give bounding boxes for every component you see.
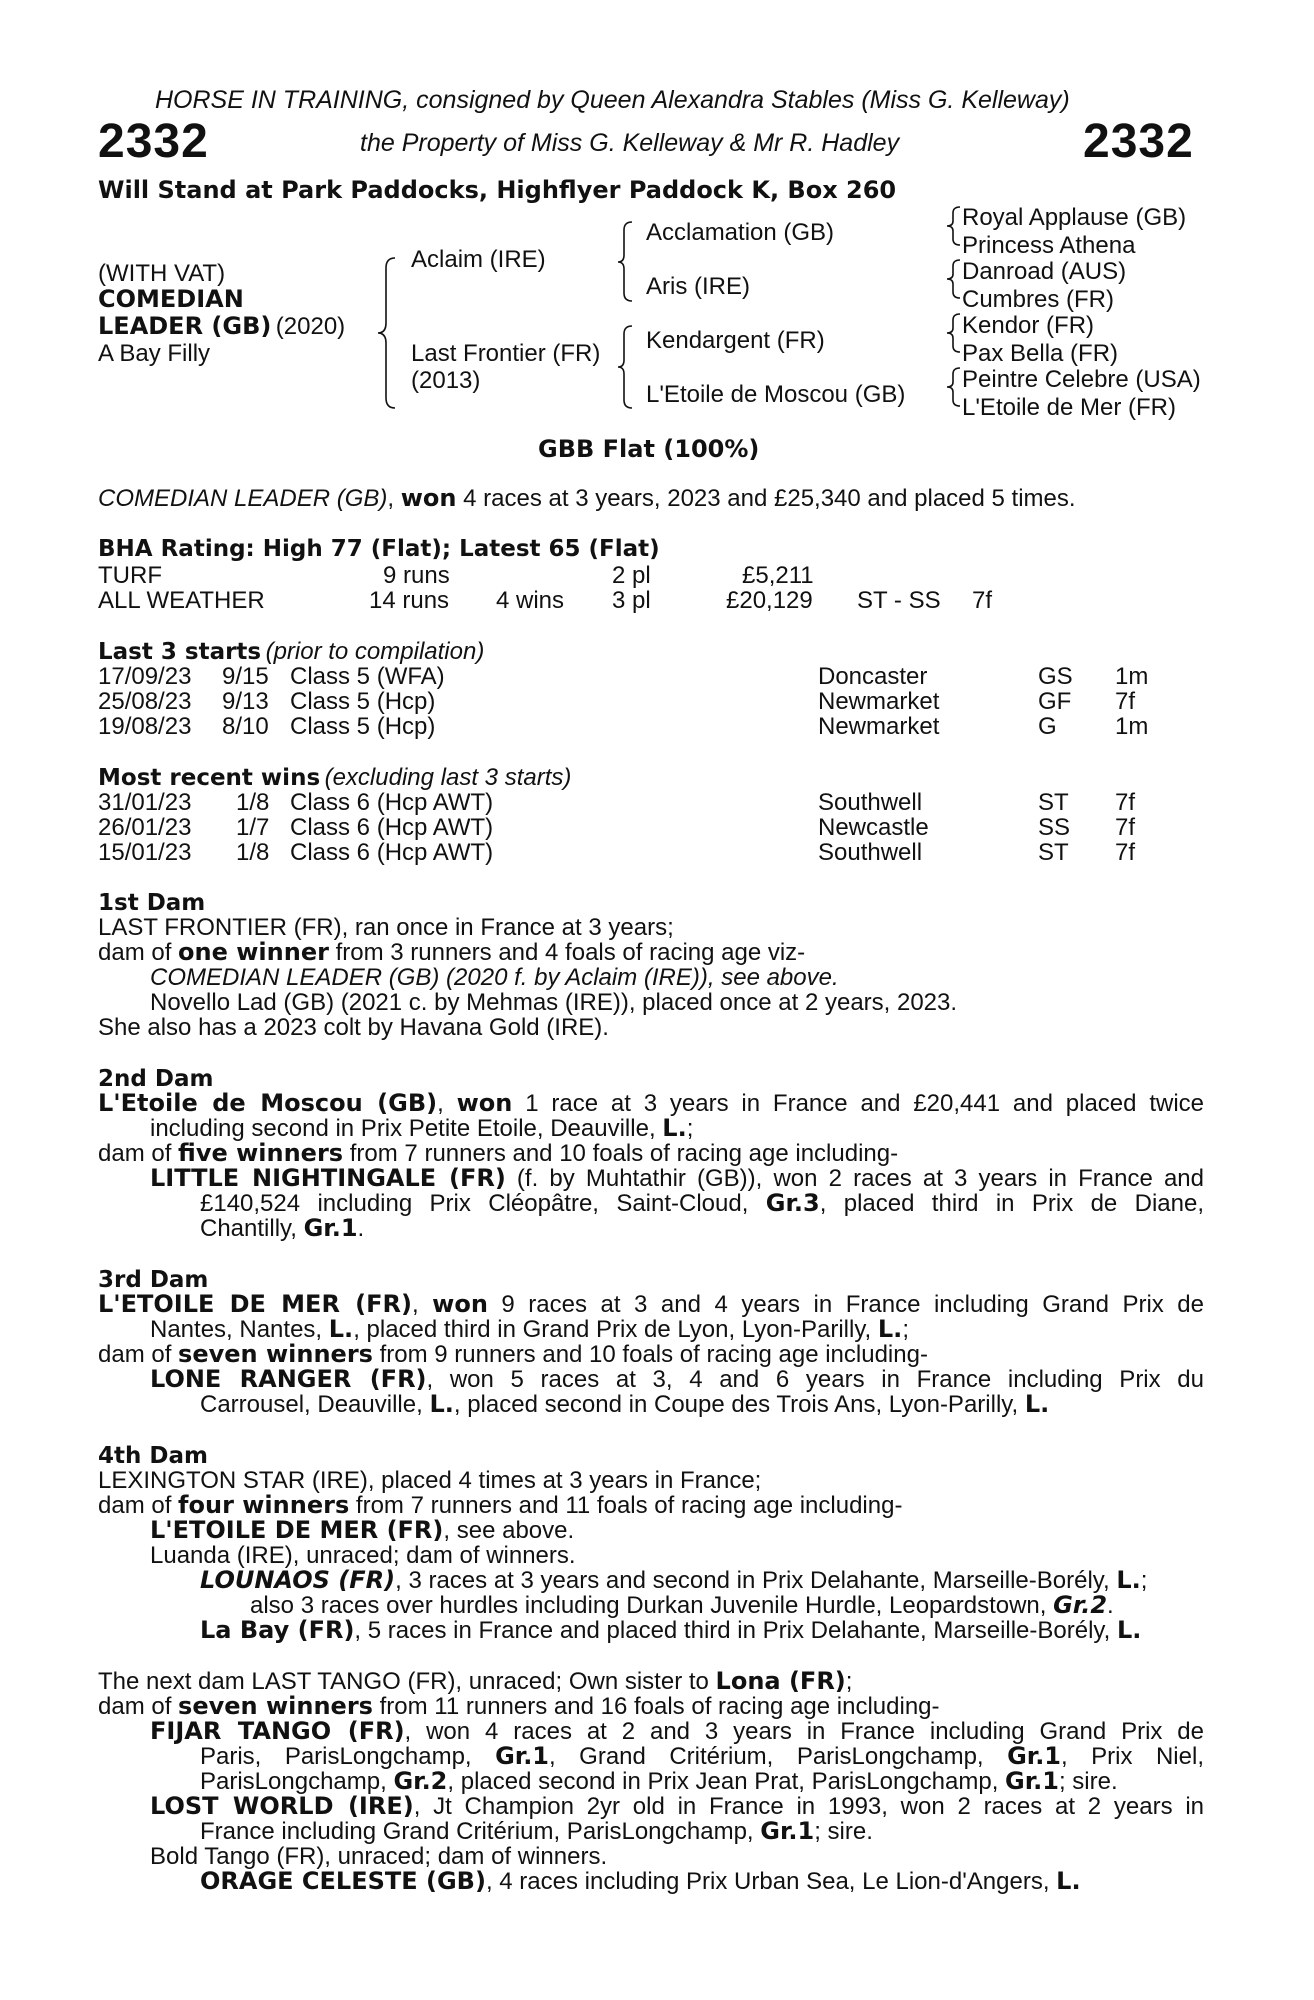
last3-note: (prior to compilation): [265, 638, 485, 665]
text: , Grand Critérium, ParisLongchamp,: [549, 1743, 1008, 1770]
win-course: Newcastle: [818, 814, 929, 841]
start-course: Newmarket: [818, 713, 940, 740]
lot-number-right: 2332: [1083, 115, 1194, 168]
produce-name: ORAGE CELESTE (GB): [200, 1867, 486, 1895]
group: Gr.1: [1005, 1767, 1059, 1795]
text: .: [1107, 1592, 1114, 1619]
winners-count: one winner: [178, 938, 329, 966]
text: , Jt Champion 2yr old in France in 1993, won 2 races at 2 years in: [413, 1793, 1204, 1820]
start-course: Doncaster: [818, 663, 928, 690]
start-going: GF: [1038, 688, 1072, 715]
listed: L.: [1116, 1566, 1141, 1594]
dam2-produce-1-line3: [200, 1216, 364, 1242]
win-class: Class 6 (Hcp AWT): [290, 789, 494, 816]
text: including second in Prix Petite Etoile, Deauville,: [150, 1115, 663, 1142]
text: ;: [845, 1668, 853, 1695]
dam4-line5: [200, 1568, 1147, 1594]
group: Gr.2: [393, 1767, 448, 1795]
text: , see above.: [443, 1517, 575, 1544]
group: Gr.2: [1053, 1591, 1108, 1619]
win-row: [0, 814, 1314, 840]
aw-going: ST - SS: [857, 587, 941, 614]
text: ;: [1140, 1567, 1148, 1594]
text: dam of: [98, 1341, 179, 1368]
next-dam-produce-2: [150, 1794, 1204, 1820]
text: from 7 runners and 11 foals of racing age including-: [349, 1492, 903, 1519]
dam4-line1: LEXINGTON STAR (IRE), placed 4 times at 3 years in France;: [98, 1467, 762, 1494]
dam3-line2: [150, 1317, 909, 1343]
won: won: [456, 1089, 513, 1117]
gen3-6: Pax Bella (FR): [962, 340, 1119, 367]
dam1-title: 1st Dam: [98, 890, 206, 916]
start-dist: 1m: [1115, 713, 1149, 740]
last3-row: [0, 713, 1314, 739]
listed: L.: [328, 1315, 354, 1343]
text: , placed third in Prix de Diane,: [819, 1190, 1205, 1217]
text: from 11 runners and 16 foals of racing age including-: [372, 1693, 940, 1720]
start-class: Class 5 (Hcp): [290, 688, 436, 715]
dam1-produce-1: COMEDIAN LEADER (GB) (2020 f. by Aclaim (IRE)), see above.: [150, 964, 839, 991]
turf-label: TURF: [98, 562, 162, 589]
start-dist: 7f: [1115, 688, 1136, 715]
next-dam-line1: [98, 1669, 852, 1695]
brace-sire: [618, 222, 632, 301]
dam4-line2: [98, 1493, 902, 1519]
text: , placed third in Grand Prix de Lyon, Lyon-Parilly,: [353, 1316, 878, 1343]
turf-row: [0, 562, 1314, 588]
text: (f. by Muhtathir (GB)), won 2 races at 3 years in France and: [505, 1165, 1204, 1192]
dam2-line1: L'Etoile de Moscou (GB), won 1 race at 3 years in France and £20,441 and placed twice: [98, 1089, 1205, 1117]
produce-name: LOUNAOS (FR): [200, 1566, 396, 1594]
listed: L.: [1056, 1867, 1081, 1895]
dam-sire: Kendargent (FR): [646, 327, 825, 354]
dam3-produce-1: [150, 1367, 1204, 1393]
listed: L.: [1116, 1616, 1142, 1644]
next-dam-produce-1-line2: [200, 1744, 1204, 1770]
dam2-produce-1: [150, 1166, 1204, 1192]
horse-year: (2020): [275, 313, 346, 340]
dam4-line4: Luanda (IRE), unraced; dam of winners.: [150, 1542, 576, 1569]
start-pos: 8/10: [222, 713, 269, 740]
text: ; sire.: [814, 1818, 873, 1845]
produce-name: FIJAR TANGO (FR): [150, 1717, 405, 1745]
brace-g3: [947, 314, 960, 352]
dam2-produce-1-line2: [200, 1191, 1204, 1217]
text: , placed second in Prix Jean Prat, ParisLongchamp,: [447, 1768, 1006, 1795]
gen3-7: Peintre Celebre (USA): [962, 366, 1201, 393]
sister-name: Lona (FR): [715, 1667, 846, 1695]
text: dam of: [98, 939, 179, 966]
aw-money: £20,129: [726, 587, 813, 614]
text: 9 races at 3 and 4 years in France including Grand Prix de: [487, 1291, 1205, 1318]
text: from 7 runners and 10 foals of racing age including-: [343, 1140, 899, 1167]
dam-year: (2013): [411, 367, 481, 394]
start-dist: 1m: [1115, 663, 1149, 690]
text: dam of: [98, 1693, 179, 1720]
gen3-4: Cumbres (FR): [962, 286, 1115, 313]
gen3-3: Danroad (AUS): [962, 258, 1127, 285]
group: Gr.1: [760, 1817, 815, 1845]
group: Gr.1: [1007, 1742, 1062, 1770]
text: ;: [686, 1115, 694, 1142]
text: dam of: [98, 1492, 179, 1519]
summary-line: COMEDIAN LEADER (GB), won 4 races at 3 years, 2023 and £25,340 and placed 5 times.: [98, 484, 1076, 512]
dam1-line5: She also has a 2023 colt by Havana Gold (IRE).: [98, 1014, 609, 1041]
summary-name: COMEDIAN LEADER (GB): [98, 485, 388, 512]
win-dist: 7f: [1115, 839, 1136, 866]
produce-name: LONE RANGER (FR): [150, 1365, 427, 1393]
text: £140,524 including Prix Cléopâtre, Saint-Cloud,: [200, 1190, 766, 1217]
listed: L.: [877, 1315, 903, 1343]
turf-runs: 9 runs: [383, 562, 450, 589]
next-dam-produce-2-line2: [200, 1819, 873, 1845]
turf-pl: 2 pl: [612, 562, 651, 589]
next-dam-produce-3: Bold Tango (FR), unraced; dam of winners.: [150, 1843, 608, 1870]
dam3-title: 3rd Dam: [98, 1267, 209, 1293]
text: ; sire.: [1058, 1768, 1118, 1795]
recent-wins-title: [98, 764, 571, 792]
win-date: 15/01/23: [98, 839, 192, 866]
text: The next dam LAST TANGO (FR), unraced; Own sister to: [98, 1668, 716, 1695]
gen3-1: Royal Applause (GB): [962, 204, 1187, 231]
win-row: [0, 839, 1314, 865]
brace-dam: [618, 326, 632, 408]
start-class: Class 5 (WFA): [290, 663, 445, 690]
summary-rest: 4 races at 3 years, 2023 and £25,340 and placed 5 times.: [456, 485, 1076, 512]
brace-g1: [947, 207, 960, 245]
stand-line: Will Stand at Park Paddocks, Highflyer Paddock K, Box 260: [98, 176, 897, 204]
start-course: Newmarket: [818, 688, 940, 715]
text: also 3 races over hurdles including Durkan Juvenile Hurdle, Leopardstown,: [250, 1592, 1054, 1619]
dam1-line1: LAST FRONTIER (FR), ran once in France at 3 years;: [98, 914, 674, 941]
next-dam-produce-1: [150, 1719, 1204, 1745]
start-date: 17/09/23: [98, 663, 192, 690]
text: Chantilly,: [200, 1215, 304, 1242]
gen3-8: L'Etoile de Mer (FR): [962, 394, 1176, 421]
text: France including Grand Critérium, ParisLongchamp,: [200, 1818, 761, 1845]
winners-count: four winners: [178, 1491, 350, 1519]
gen3-5: Kendor (FR): [962, 312, 1095, 339]
win-class: Class 6 (Hcp AWT): [290, 814, 494, 841]
start-date: 19/08/23: [98, 713, 192, 740]
text: 1 race at 3 years in France and £20,441 and placed twice: [512, 1090, 1205, 1117]
listed: L.: [1024, 1390, 1050, 1418]
lot-number-left: 2332: [98, 115, 209, 168]
produce-name: LOST WORLD (IRE): [150, 1792, 414, 1820]
consignor-line: HORSE IN TRAINING, consigned by Queen Alexandra Stables (Miss G. Kelleway): [155, 86, 1070, 114]
win-pos: 1/8: [236, 839, 270, 866]
group: Gr.1: [495, 1742, 550, 1770]
aw-wins: 4 wins: [496, 587, 565, 614]
win-going: ST: [1038, 839, 1069, 866]
gen3-2: Princess Athena: [962, 232, 1136, 259]
dam2-line2: [150, 1116, 693, 1142]
winners-count: seven winners: [178, 1340, 373, 1368]
text: .: [357, 1215, 365, 1242]
group: Gr.1: [303, 1214, 358, 1242]
dam-dam: L'Etoile de Moscou (GB): [646, 381, 906, 408]
turf-money: £5,211: [742, 562, 814, 589]
dam4-line3: [150, 1518, 574, 1544]
dam: Last Frontier (FR): [411, 340, 601, 367]
brace-main: [378, 258, 395, 408]
aw-pl: 3 pl: [612, 587, 651, 614]
dam2-title: 2nd Dam: [98, 1066, 214, 1092]
win-date: 26/01/23: [98, 814, 192, 841]
text: , 4 races including Prix Urban Sea, Le Lion-d'Angers,: [485, 1868, 1057, 1895]
win-going: SS: [1038, 814, 1071, 841]
brace-g2: [947, 260, 960, 298]
start-class: Class 5 (Hcp): [290, 713, 436, 740]
win-pos: 1/8: [236, 789, 270, 816]
next-dam-line2: [98, 1694, 940, 1720]
text: , placed second in Coupe des Trois Ans, Lyon-Parilly,: [453, 1391, 1025, 1418]
text: , Prix Niel,: [1061, 1743, 1204, 1770]
text: , 3 races at 3 years and second in Prix Delahante, Marseille-Borély,: [395, 1567, 1117, 1594]
winners-count: five winners: [178, 1139, 344, 1167]
text: , won 5 races at 3, 4 and 6 years in France including Prix du: [426, 1366, 1204, 1393]
horse-name-line1: COMEDIAN: [98, 285, 244, 313]
dam3-line3: [98, 1342, 928, 1368]
dam4-title: 4th Dam: [98, 1443, 208, 1469]
vat-label: (WITH VAT): [98, 260, 226, 287]
recent-wins-note: (excluding last 3 starts): [324, 764, 572, 791]
win-pos: 1/7: [236, 814, 270, 841]
win-row: [0, 789, 1314, 815]
aw-dist: 7f: [972, 587, 993, 614]
start-going: GS: [1038, 663, 1073, 690]
last3-row: [0, 688, 1314, 714]
last3-title-text: Last 3 starts: [98, 639, 262, 665]
text: , won 4 races at 2 and 3 years in France including Grand Prix de: [404, 1718, 1204, 1745]
win-course: Southwell: [818, 839, 923, 866]
sire: Aclaim (IRE): [411, 246, 546, 273]
win-going: ST: [1038, 789, 1069, 816]
sire-dam: Aris (IRE): [646, 273, 750, 300]
win-course: Southwell: [818, 789, 923, 816]
win-date: 31/01/23: [98, 789, 192, 816]
group: Gr.3: [765, 1189, 820, 1217]
text: dam of: [98, 1140, 179, 1167]
start-going: G: [1038, 713, 1057, 740]
gbb-rating: GBB Flat (100%): [538, 435, 760, 463]
dam4-line7: [200, 1618, 1141, 1644]
aw-label: ALL WEATHER: [98, 587, 265, 614]
listed: L.: [429, 1390, 454, 1418]
recent-wins-title-text: Most recent wins: [98, 765, 321, 791]
bha-rating-title: BHA Rating: High 77 (Flat); Latest 65 (Flat): [98, 536, 660, 562]
summary-won: won: [400, 484, 457, 512]
aw-row: [0, 587, 1314, 613]
produce-name: LITTLE NIGHTINGALE (FR): [150, 1164, 506, 1192]
win-dist: 7f: [1115, 789, 1136, 816]
win-dist: 7f: [1115, 814, 1136, 841]
dam1-produce-2: Novello Lad (GB) (2021 c. by Mehmas (IRE)), placed once at 2 years, 2023.: [150, 989, 958, 1016]
dam1-line2: [98, 940, 805, 966]
text: Paris, ParisLongchamp,: [200, 1743, 496, 1770]
text: ;: [902, 1316, 909, 1343]
dam2-name: L'Etoile de Moscou (GB): [98, 1089, 438, 1117]
text: , 5 races in France and placed third in Prix Delahante, Marseille-Borély,: [354, 1617, 1117, 1644]
text: Carrousel, Deauville,: [200, 1391, 430, 1418]
property-line: the Property of Miss G. Kelleway & Mr R. Hadley: [360, 129, 900, 157]
horse-name-part: LEADER (GB): [98, 312, 272, 340]
last3-row: [0, 663, 1314, 689]
dam2-line3: [98, 1141, 898, 1167]
horse-description: A Bay Filly: [98, 340, 211, 367]
winners-count: seven winners: [178, 1692, 373, 1720]
text: from 3 runners and 4 foals of racing age viz-: [328, 939, 806, 966]
next-dam-produce-4: [200, 1869, 1081, 1895]
produce-name: La Bay (FR): [200, 1616, 355, 1644]
win-class: Class 6 (Hcp AWT): [290, 839, 494, 866]
listed: L.: [662, 1114, 687, 1142]
won: won: [432, 1290, 488, 1318]
text: ParisLongchamp,: [200, 1768, 394, 1795]
dam3-name: L'ETOILE DE MER (FR): [98, 1290, 412, 1318]
next-dam-produce-1-line3: [200, 1769, 1118, 1795]
start-date: 25/08/23: [98, 688, 192, 715]
dam3-line1: L'ETOILE DE MER (FR), won 9 races at 3 and 4 years in France including Grand Prix de: [98, 1290, 1205, 1318]
text: Nantes, Nantes,: [150, 1316, 329, 1343]
sire-sire: Acclamation (GB): [646, 219, 835, 246]
dam4-line6: [250, 1593, 1114, 1619]
start-pos: 9/15: [222, 663, 269, 690]
start-pos: 9/13: [222, 688, 269, 715]
aw-runs: 14 runs: [369, 587, 450, 614]
dam3-produce-1-line2: [200, 1392, 1049, 1418]
produce-name: L'ETOILE DE MER (FR): [150, 1516, 444, 1544]
text: from 9 runners and 10 foals of racing age including-: [372, 1341, 928, 1368]
brace-g4: [947, 368, 960, 406]
last3-title: [98, 638, 484, 666]
